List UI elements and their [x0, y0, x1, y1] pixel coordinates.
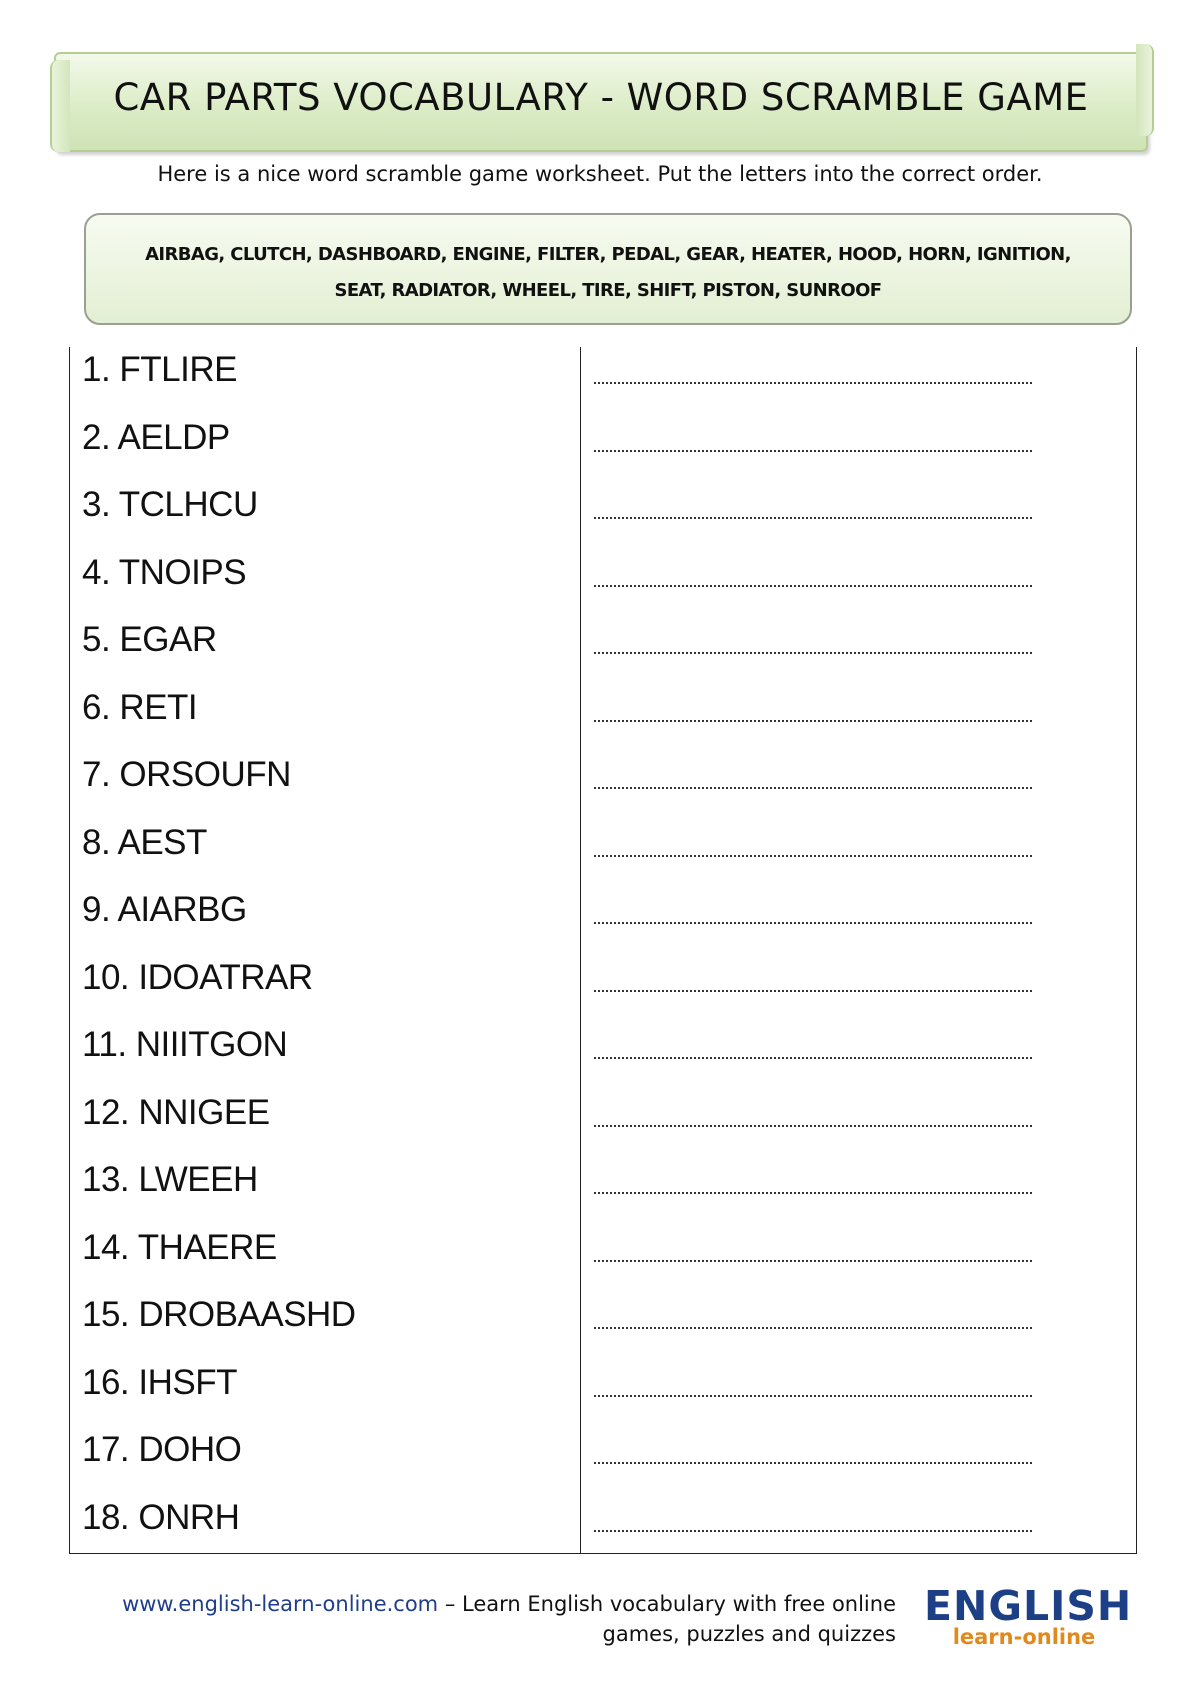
scrambled-word: 9. AIARBG	[82, 890, 247, 929]
answer-line[interactable]	[594, 1192, 1032, 1194]
scrambled-word: 4. TNOIPS	[82, 552, 247, 592]
scrambled-word: 6. RETI	[82, 687, 198, 727]
answer-line[interactable]	[594, 855, 1032, 857]
footer-line-1: – Learn English vocabulary with free online	[438, 1592, 896, 1616]
answer-line[interactable]	[594, 1057, 1032, 1059]
answer-line[interactable]	[594, 1530, 1032, 1532]
answer-line[interactable]	[594, 585, 1032, 587]
answer-line[interactable]	[594, 652, 1032, 654]
exercise-row	[70, 1225, 1136, 1293]
answer-line[interactable]	[594, 1462, 1032, 1464]
answer-line[interactable]	[594, 720, 1032, 722]
exercise-row	[70, 1157, 1136, 1225]
scrambled-word: 5. EGAR	[82, 620, 217, 659]
scrambled-word: 10. IDOATRAR	[82, 957, 313, 997]
word-bank	[84, 213, 1132, 325]
instructions: Here is a nice word scramble game worksheet. Put the letters into the correct order.	[157, 162, 1043, 186]
scrambled-word: 16. IHSFT	[82, 1362, 237, 1402]
footer-text	[40, 1589, 896, 1649]
answer-line[interactable]	[594, 382, 1032, 384]
answer-line[interactable]	[594, 1260, 1032, 1262]
answer-line[interactable]	[594, 1125, 1032, 1127]
answer-line[interactable]	[594, 1395, 1032, 1397]
exercise-row	[70, 1022, 1136, 1090]
answer-line[interactable]	[594, 517, 1032, 519]
scrambled-word: 7. ORSOUFN	[82, 755, 291, 794]
scrambled-word: 18. ONRH	[82, 1497, 240, 1537]
exercise-row	[70, 752, 1136, 820]
exercise-row	[70, 617, 1136, 685]
exercise-row	[70, 1292, 1136, 1360]
exercise-row	[70, 820, 1136, 888]
exercise-row	[70, 685, 1136, 753]
answer-line[interactable]	[594, 787, 1032, 789]
exercise-row	[70, 1495, 1136, 1563]
answer-line[interactable]	[594, 450, 1032, 452]
title-banner	[54, 52, 1148, 152]
scrambled-word: 1. FTLIRE	[82, 350, 237, 389]
scrambled-word: 11. NIIITGON	[82, 1025, 288, 1064]
brand-logo	[924, 1582, 1133, 1654]
word-bank-line-1: AIRBAG, CLUTCH, DASHBOARD, ENGINE, FILTER, PEDAL, GEAR, HEATER, HOOD, HORN, IGNITION,	[145, 244, 1071, 265]
page-title: CAR PARTS VOCABULARY - WORD SCRAMBLE GAME	[113, 76, 1089, 119]
exercise-row	[70, 1090, 1136, 1158]
exercise-row	[70, 1427, 1136, 1495]
word-bank-line-2: SEAT, RADIATOR, WHEEL, TIRE, SHIFT, PISTON, SUNROOF	[334, 280, 882, 301]
exercise-row	[70, 482, 1136, 550]
scrambled-word: 8. AEST	[82, 822, 207, 862]
scrambled-word: 17. DOHO	[82, 1430, 242, 1469]
answer-line[interactable]	[594, 990, 1032, 992]
exercise-row	[70, 887, 1136, 955]
scrambled-word: 3. TCLHCU	[82, 485, 258, 524]
exercise-row	[70, 1360, 1136, 1428]
scrambled-word: 12. NNIGEE	[82, 1092, 270, 1132]
footer-link[interactable]: www.english-learn-online.com	[122, 1592, 439, 1616]
scrambled-word: 14. THAERE	[82, 1227, 277, 1267]
scrambled-word: 2. AELDP	[82, 417, 230, 457]
exercise-row	[70, 955, 1136, 1023]
exercise-row	[70, 415, 1136, 483]
logo-tagline: learn-online	[952, 1625, 1096, 1649]
exercise-row	[70, 347, 1136, 415]
logo-wordmark: ENGLISH	[924, 1582, 1133, 1630]
scrambled-word: 15. DROBAASHD	[82, 1295, 356, 1334]
exercise-row	[70, 550, 1136, 618]
answer-line[interactable]	[594, 1327, 1032, 1329]
scrambled-word: 13. LWEEH	[82, 1160, 258, 1199]
exercise-table	[69, 347, 1137, 1554]
answer-line[interactable]	[594, 922, 1032, 924]
footer-line-2: games, puzzles and quizzes	[602, 1622, 896, 1646]
